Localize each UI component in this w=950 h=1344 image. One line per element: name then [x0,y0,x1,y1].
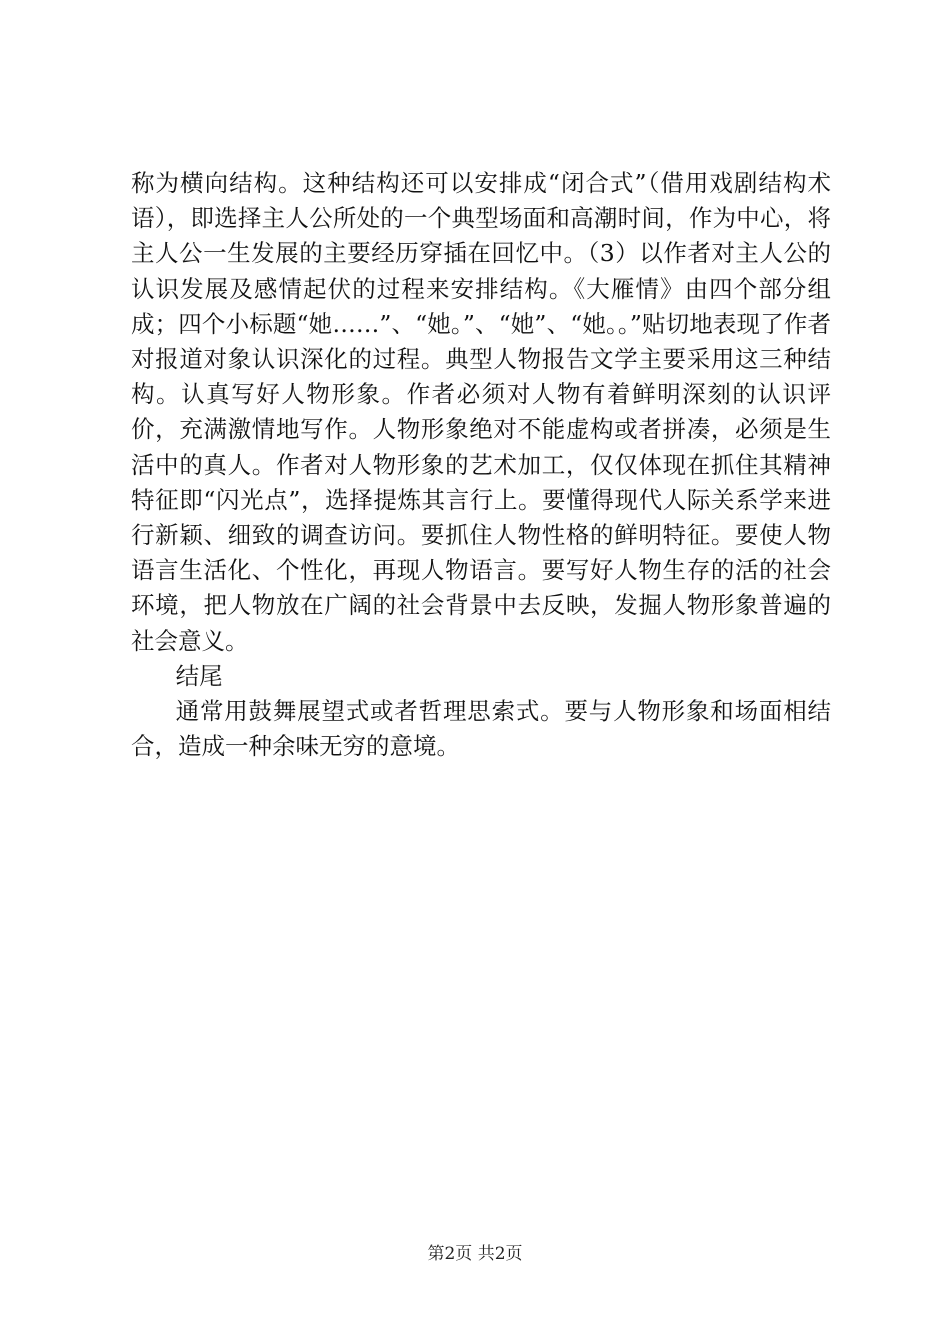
section-heading-ending: 结尾 [175,661,223,690]
closing-paragraph: 通常用鼓舞展望式或者哲理思索式。要与人物形象和场面相结合，造成一种余味无穷的意境。 [131,697,831,761]
document-body [131,166,831,764]
page-number-footer: 第2页 共2页 [427,1244,523,1264]
body-paragraph: 称为横向结构。这种结构还可以安排成“闭合式”（借用戏剧结构术语），即选择主人公所处的一个典型场面和高潮时间，作为中心，将主人公一生发展的主要经历穿插在回忆中。（3）以作者对主人公的认识发展及感情起伏的过程来安排结构。《大雁情》由四个部分组成；四个小标题“她……”、“她。”、“她”、“她。。”贴切地表现了作者对报道对象认识深化的过程。典型人物报告文学主要采用这三种结构。认真写好人物形象。作者必须对人物有着鲜明深刻的认识评价，充满激情地写作。人物形象绝对不能虚构或者拼凑，必须是生活中的真人。作者对人物形象的艺术加工，仅仅体现在抓住其精神特征即“闪光点”，选择提炼其言行上。要懂得现代人际关系学来进行新颖、细致的调查访问。要抓住人物性格的鲜明特征。要使人物语言生活化、个性化，再现人物语言。要写好人物生存的活的社会环境，把人物放在广阔的社会背景中去反映，发掘人物形象普遍的社会意义。 [131,169,831,655]
